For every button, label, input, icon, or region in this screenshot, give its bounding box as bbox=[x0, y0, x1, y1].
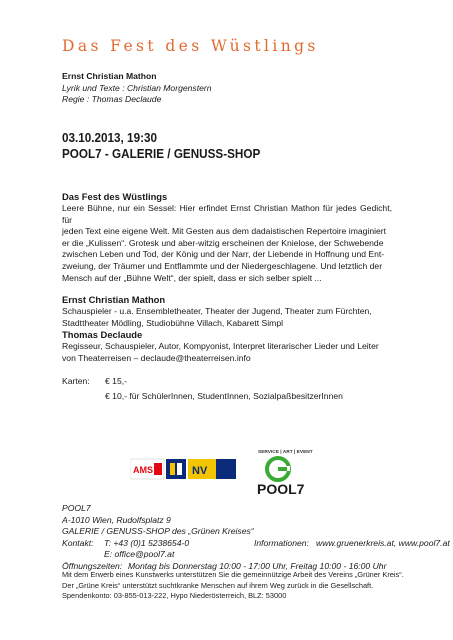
ticket-price-full: € 15,- bbox=[105, 376, 127, 386]
contact-gallery: GALERIE / GENUSS-SHOP des „Grünen Kreises“ bbox=[62, 526, 254, 537]
bio-name: Ernst Christian Mathon bbox=[62, 294, 166, 305]
page-title: Das Fest des Wüstlings bbox=[62, 37, 319, 55]
description-line: Leere Bühne, nur ein Sessel: Hier erfindet Ernst Christian Mathon für jedes Gedicht, für bbox=[62, 203, 392, 225]
event-venue: POOL7 - GALERIE / GENUSS-SHOP bbox=[62, 145, 261, 161]
lyrics-credit: Lyrik und Texte : Christian Morgenstern bbox=[62, 82, 212, 93]
opening-hours: Montag bis Donnerstag 10:00 - 17:00 Uhr, Freitag 10:00 - 16:00 Uhr bbox=[128, 560, 387, 571]
description-line: jeden Text eine eigene Welt. Mit Gesten aus dem dadaistischen Repertoire imaginiert bbox=[62, 226, 387, 237]
contact-address: A-1010 Wien, Rudolfsplatz 9 bbox=[62, 514, 171, 525]
description-line: Mensch auf der „Bühne Welt“, der spielt, dass er sich selber spielt ... bbox=[62, 272, 322, 283]
description-line: zwischen Leben und Tod, der König und der Narr, der Liebende in Hoffnung und Ent- bbox=[62, 249, 385, 260]
pool7-text: POOL7 bbox=[257, 481, 305, 497]
credits bbox=[62, 71, 212, 106]
event-datetime: 03.10.2013, 19:30 bbox=[62, 130, 157, 145]
ticket-price-reduced: € 10,- für SchülerInnen, StudentInnen, SozialpaßbesitzerInnen bbox=[105, 390, 343, 401]
author-name: Ernst Christian Mathon bbox=[62, 71, 157, 81]
description-line: er die „Kulissen“. Grotesk und aber-witzig erscheinen der Knielose, der Schwebende bbox=[62, 237, 384, 248]
nv-logo bbox=[188, 459, 236, 479]
contact-email[interactable]: E: office@pool7.at bbox=[104, 549, 175, 560]
description-heading: Das Fest des Wüstlings bbox=[62, 191, 168, 202]
bios bbox=[62, 294, 392, 364]
sponsor-logos bbox=[130, 447, 450, 499]
footer-line: Spendenkonto: 03-855-013-222, Hypo Niederösterreich, BLZ: 53000 bbox=[62, 591, 287, 601]
contact-phone: T: +43 (0)1 5238654-0 bbox=[104, 537, 190, 548]
director-credit: Regie : Thomas Declaude bbox=[62, 94, 162, 105]
footer-note bbox=[62, 570, 422, 602]
nv-text: NV bbox=[192, 465, 208, 477]
lower-austria-logo bbox=[166, 459, 186, 479]
tickets-label: Karten: bbox=[62, 376, 90, 386]
bio-line: Stadttheater Mödling, Studiobühne Villach, Kabarett Simpl bbox=[62, 317, 284, 328]
ams-text: AMS bbox=[133, 465, 153, 475]
description-text bbox=[62, 203, 392, 284]
pool7-tagline: SERVICE | ART | EVENT bbox=[258, 450, 313, 455]
bio-line: Schauspieler - u.a. Ensembletheater, Theater der Jugend, Theater zum Fürchten, bbox=[62, 306, 372, 316]
logos-graphic bbox=[130, 447, 450, 499]
info-label: Informationen: bbox=[254, 537, 309, 548]
ams-logo bbox=[130, 459, 164, 479]
contact-label: Kontakt: bbox=[62, 537, 94, 548]
description-line: zweiung, der Träumer und Entflammte und der Niedergeschlagene. Und letztlich der bbox=[62, 260, 383, 271]
contact-info bbox=[62, 503, 450, 573]
bio-line: Regisseur, Schauspieler, Autor, Kompyonist, Interpret literarischer Lieder und Leiter bbox=[62, 341, 379, 352]
pool7-logo bbox=[257, 449, 313, 497]
footer-line: Der „Grüne Kreis“ unterstützt suchtkranke Menschen auf ihrem Weg zurück in die Gesellschaft. bbox=[62, 580, 374, 590]
hours-label: Öffnungszeiten: bbox=[62, 560, 123, 571]
event-info bbox=[62, 130, 260, 161]
tickets bbox=[62, 376, 343, 402]
description bbox=[62, 191, 392, 284]
footer-line: Mit dem Erwerb eines Kunstwerks unterstützen Sie die gemeinnützige Arbeit des Vereins „Grüner Kreis“. bbox=[62, 570, 404, 579]
bio-text bbox=[62, 306, 392, 329]
bio-name: Thomas Declaude bbox=[62, 329, 143, 341]
bio-text bbox=[62, 341, 392, 364]
contact-websites[interactable]: www.gruenerkreis.at, www.pool7.at bbox=[316, 537, 450, 548]
contact-name: POOL7 bbox=[62, 503, 91, 513]
bio-line: von Theaterreisen – declaude@theaterreisen.info bbox=[62, 352, 251, 363]
